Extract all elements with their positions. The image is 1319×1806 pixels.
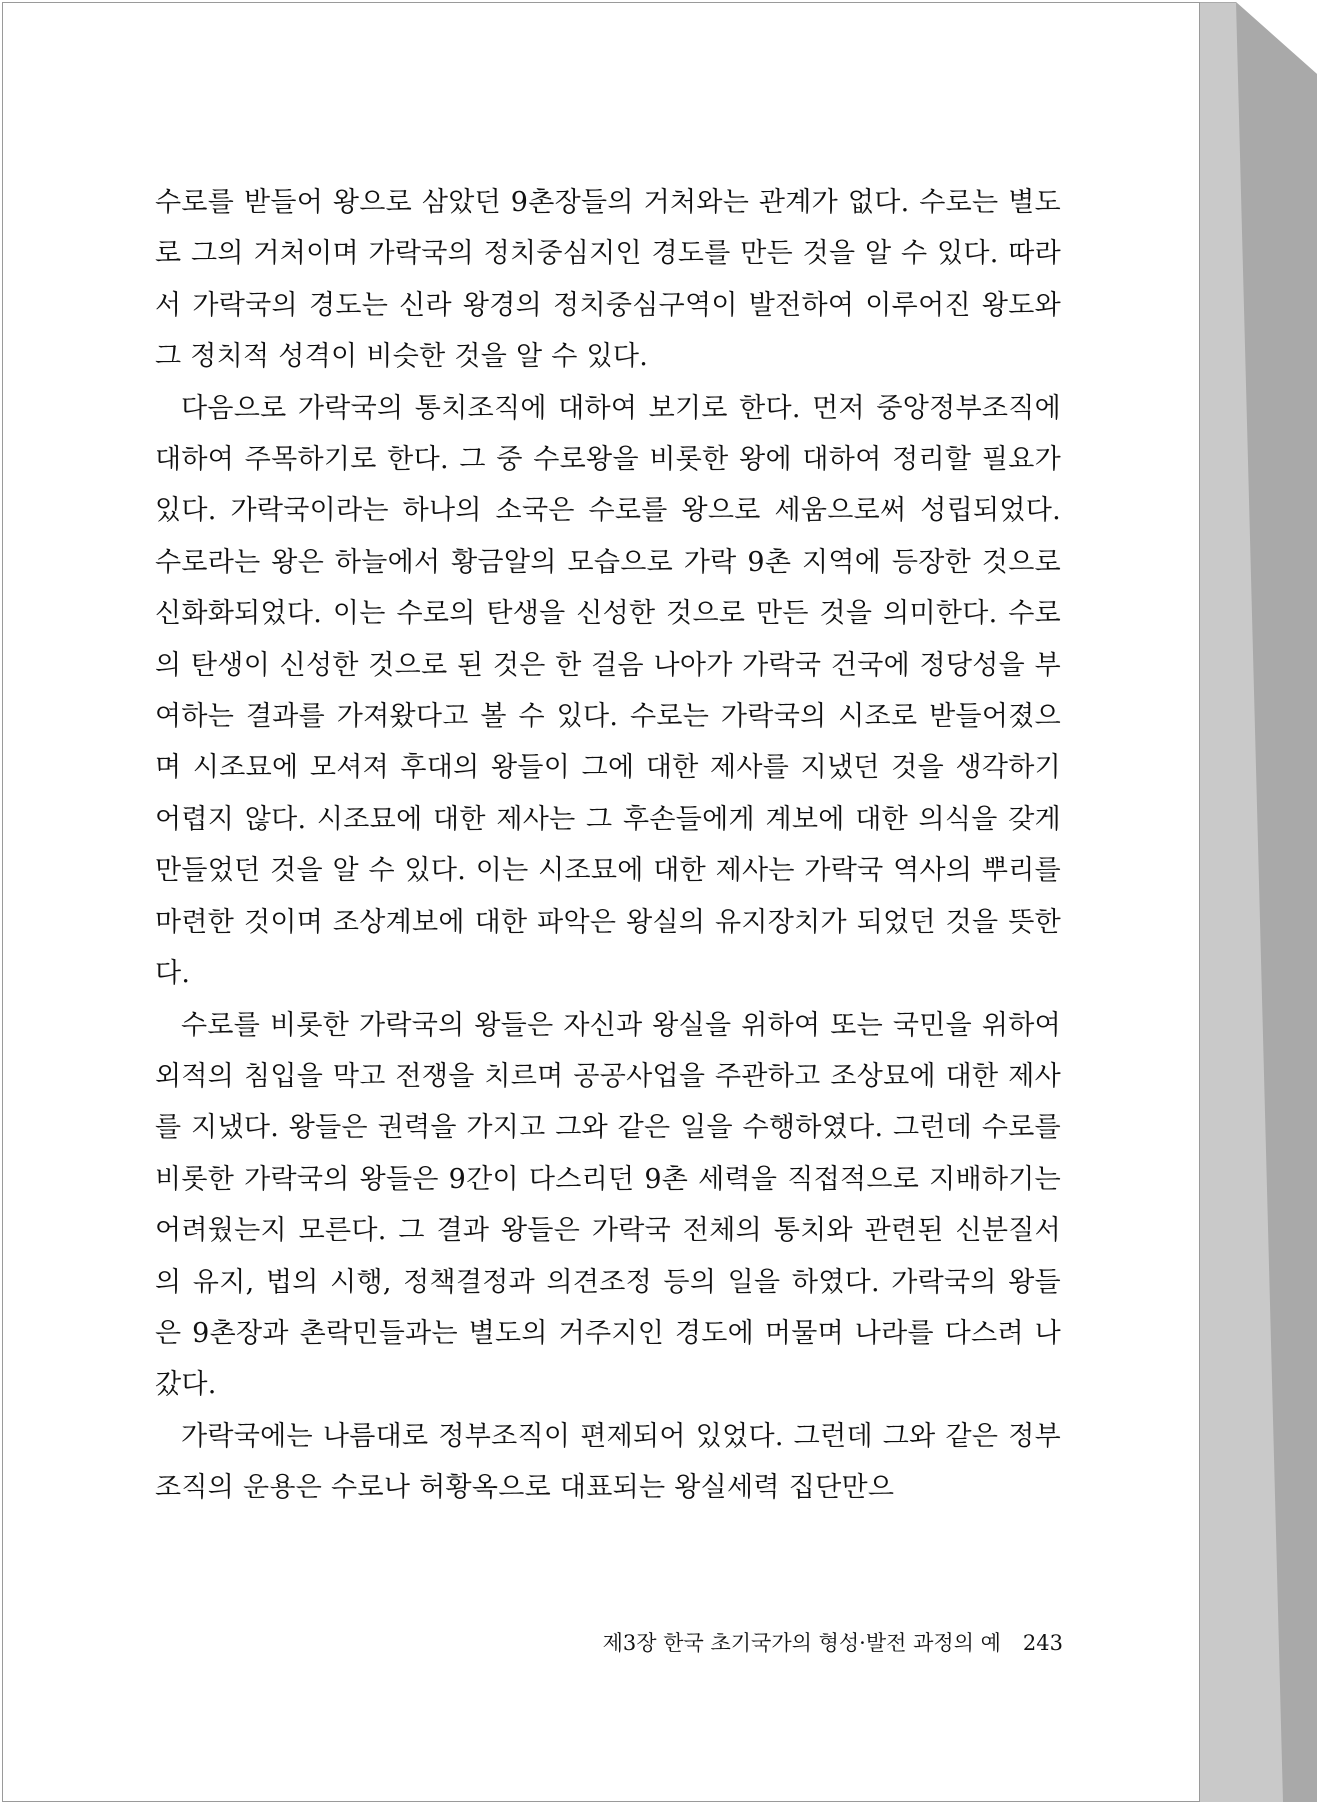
page-stack-edge — [1200, 2, 1317, 1802]
body-text — [155, 177, 1061, 1514]
page-number: 243 — [1022, 1631, 1063, 1655]
paragraph: 수로를 받들어 왕으로 삼았던 9촌장들의 거처와는 관계가 없다. 수로는 별도로 그의 거처이며 가락국의 정치중심지인 경도를 만든 것을 알 수 있다. 따라서 가락국의 경도는 신라 왕경의 정치중심구역이 발전하여 이루어진 왕도와 그 정치적 성격이 비슷한 것을 알 수 있다. — [155, 187, 1061, 373]
paragraph: 수로를 비롯한 가락국의 왕들은 자신과 왕실을 위하여 또는 국민을 위하여 외적의 침입을 막고 전쟁을 치르며 공공사업을 주관하고 조상묘에 대한 제사를 지냈다. 왕들은 권력을 가지고 그와 같은 일을 수행하였다. 그런데 수로를 비롯한 가락국의 왕들은 9간이 다스리던 9촌 세력을 직접적으로 지배하기는 어려웠는지 모른다. 그 결과 왕들은 가락국 전체의 통치와 관련된 신분질서의 유지, 법의 시행, 정책결정과 의견조정 등의 일을 하였다. 가락국의 왕들은 9촌장과 촌락민들과는 별도의 거주지인 경도에 머물며 나라를 다스려 나갔다. — [155, 1009, 1061, 1401]
paragraph: 가락국에는 나름대로 정부조직이 편제되어 있었다. 그런데 그와 같은 정부조직의 운용은 수로나 허황옥으로 대표되는 왕실세력 집단만으 — [155, 1420, 1061, 1504]
paragraph: 다음으로 가락국의 통치조직에 대하여 보기로 한다. 먼저 중앙정부조직에 대하여 주목하기로 한다. 그 중 수로왕을 비롯한 왕에 대하여 정리할 필요가 있다. 가락국이라는 하나의 소국은 수로를 왕으로 세움으로써 성립되었다. 수로라는 왕은 하늘에서 황금알의 모습으로 가락 9촌 지역에 등장한 것으로 신화화되었다. 이는 수로의 탄생을 신성한 것으로 만든 것을 의미한다. 수로의 탄생이 신성한 것으로 된 것은 한 걸음 나아가 가락국 건국에 정당성을 부여하는 결과를 가져왔다고 볼 수 있다. 수로는 가락국의 시조로 받들어졌으며 시조묘에 모셔져 후대의 왕들이 그에 대한 제사를 지냈던 것을 생각하기 어렵지 않다. 시조묘에 대한 제사는 그 후손들에게 계보에 대한 의식을 갖게 만들었던 것을 알 수 있다. 이는 시조묘에 대한 제사는 가락국 역사의 뿌리를 마련한 것이며 조상계보에 대한 파악은 왕실의 유지장치가 되었던 것을 뜻한다. — [155, 392, 1061, 990]
page-footer — [483, 1627, 1063, 1657]
book-page — [2, 2, 1200, 1802]
running-footer-chapter-title: 제3장 한국 초기국가의 형성·발전 과정의 예 — [602, 1631, 1001, 1655]
